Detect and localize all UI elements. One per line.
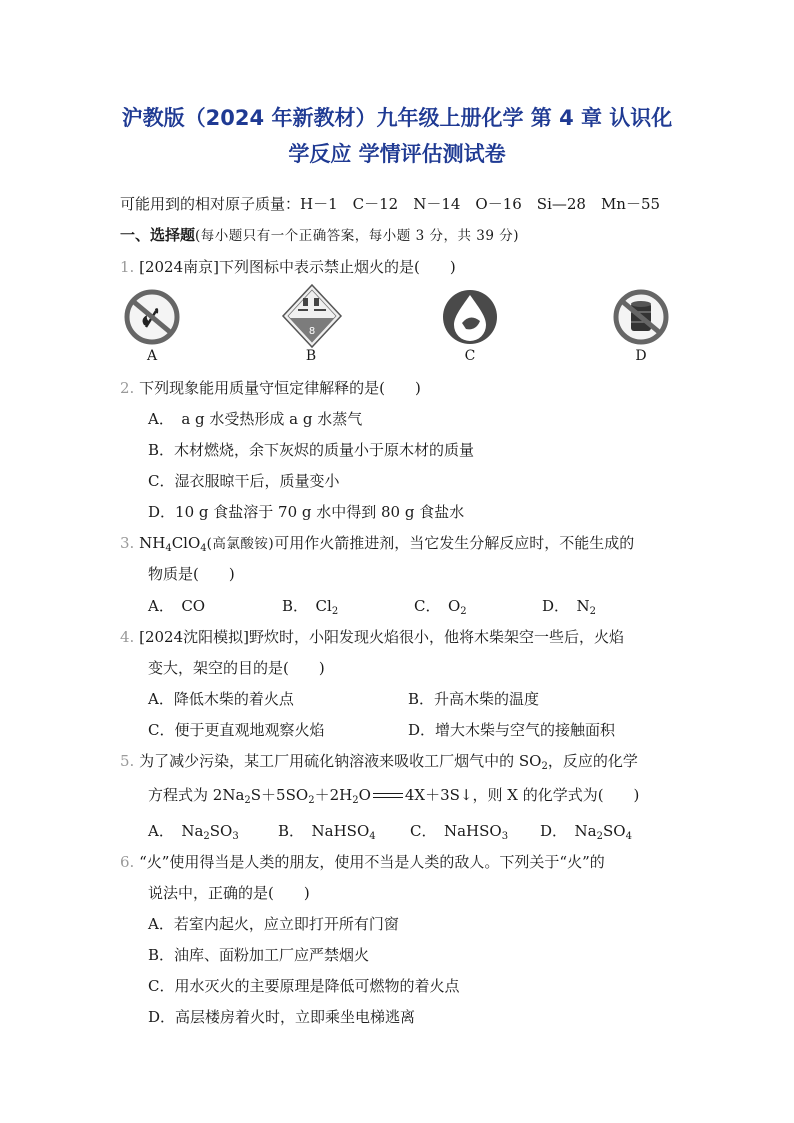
option-d: D．高层楼房着火时，立即乘坐电梯逃离 [148,1008,416,1026]
option-c: C．湿衣服晾干后，质量变小 [148,472,340,490]
icon-label-d: D [635,348,647,364]
formula-nh4clo4: $NH_4ClO_4$ [139,534,207,554]
option-a: A． $Na_2SO_3$ [148,822,239,842]
option-b: B．油库、面粉加工厂应严禁烟火 [148,946,370,964]
question-number: 6. [120,853,135,871]
option-b: B．升高木柴的温度 [408,690,540,708]
option-a: A． CO [148,597,206,615]
question-text: “火”使用得当是人类的朋友，使用不当是人类的敌人。下列关于“火”的 [139,853,605,871]
question-text: 为了减少污染，某工厂用硫化钠溶液来吸收工厂烟气中的 $SO_2$，反应的化学 [139,752,638,772]
atomic-masses: 可能用到的相对原子质量：H－1 C－12 N－14 O－16 Si—28 Mn－55 [120,195,661,213]
formula-note: (高氯酸铵) [206,536,275,552]
icon-label-a: A [146,348,158,364]
option-d: D．10 g 食盐溶于 70 g 水中得到 80 g 食盐水 [148,503,465,521]
section-note: (每小题只有一个正确答案，每小题 3 分，共 39 分) [195,228,519,244]
title-line-2: 学反应 学情评估测试卷 [288,142,506,166]
page-title [100,100,694,172]
equation-prefix: 方程式为 [148,786,209,804]
option-b: B． $Cl_2$ [282,597,339,617]
question-text: 下列现象能用质量守恒定律解释的是( ) [139,379,421,397]
option-d: D． $N_2$ [542,597,597,617]
question-6-line-2: 说法中，正确的是( ) [148,884,310,902]
option-c: C． NaHSO$_3$ [410,822,509,842]
option-c: C．用水灭火的主要原理是降低可燃物的着火点 [148,977,460,995]
question-5 [120,750,638,772]
question-4 [120,626,624,648]
title-line-1: 沪教版（2024 年新教材）九年级上册化学 第 4 章 认识化 [121,106,673,130]
icon-label-b: B [305,348,317,364]
option-d: D． $Na_2SO_4$ [540,822,632,842]
option-d: D．增大木柴与空气的接触面积 [408,721,616,739]
section-heading [120,224,519,247]
question-text: [2024南京]下列图标中表示禁止烟火的是( ) [139,258,456,276]
question-number: 2. [120,379,135,397]
option-a: A． a g 水受热形成 a g 水蒸气 [148,410,363,428]
question-number: 3. [120,534,135,552]
water-drop-icon [440,287,500,347]
question-3 [120,532,634,555]
option-c: C．便于更直观地观察火焰 [148,721,325,739]
no-matches-icon [122,287,182,347]
option-a: A．若室内起火，应立即打开所有门窗 [148,915,399,933]
question-number: 4. [120,628,135,646]
no-oil-drum-icon [611,287,671,347]
question-6 [120,851,605,873]
equation-right: 4X＋3S↓，则 X 的化学式为( ) [404,786,640,804]
option-a: A．降低木柴的着火点 [148,690,294,708]
question-number: 5. [120,752,135,770]
question-1 [120,256,456,278]
question-4-line-2: 变大，架空的目的是( ) [148,659,325,677]
option-b: B．木材燃烧，余下灰烬的质量小于原木材的质量 [148,441,475,459]
question-text: [2024沈阳模拟]野炊时，小阳发现火焰很小，他将木柴架空一些后，火焰 [139,628,624,646]
section-title: 一、选择题 [120,226,196,244]
question-2 [120,377,421,399]
question-3-line-2: 物质是( ) [148,565,235,583]
chemical-equation: 方程式为 $2Na_2S+5SO_2+2H_2O$ 4X＋3S↓，则 X 的化学式为( ) [148,786,640,806]
hazard-class-badge: 8 [308,326,316,337]
option-b: B． NaHSO$_4$ [278,822,376,842]
icon-label-c: C [464,348,476,364]
question-number: 1. [120,258,135,276]
option-c: C． $O_2$ [414,597,467,617]
corrosive-class-8-icon [281,283,343,349]
question-text: 可用作火箭推进剂，当它发生分解反应时，不能生成的 [274,534,635,552]
equals-sign [371,791,405,801]
